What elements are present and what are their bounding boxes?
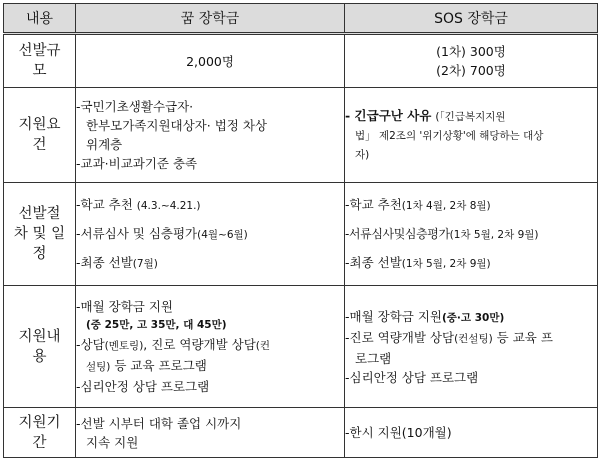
row-requirements: [4, 88, 598, 183]
row-selection-scale: [4, 34, 598, 88]
sos-selection-scale: (1차) 300명 (2차) 700명: [345, 34, 598, 88]
row-support-period: [4, 408, 598, 458]
row-support-content: [4, 286, 598, 408]
header-dream-scholarship: 꿈 장학금: [76, 4, 345, 34]
label-selection-procedure: 선발절 차 및 일 정: [4, 183, 76, 286]
sos-support-period: -한시 지원(10개월): [345, 408, 598, 458]
sos-requirements: - 긴급구난 사유 (「긴급복지지원 법」 제2조의 '위기상황'에 해당하는 대상 자): [345, 88, 598, 183]
dream-requirements: -국민기초생활수급자· 한부모가족지원대상자· 법정 차상 위계층 -교과·비교과기준 충족: [76, 88, 345, 183]
sos-selection-procedure: -학교 추천(1차 4월, 2차 8월) -서류심사및심층평가(1차 5월, 2차 9월) -최종 선발(1차 5월, 2차 9월): [345, 183, 598, 286]
scholarship-comparison-table: [3, 3, 598, 458]
label-support-content: 지원내 용: [4, 286, 76, 408]
label-requirements: 지원요 건: [4, 88, 76, 183]
dream-support-content: -매월 장학금 지원 (중 25만, 고 35만, 대 45만) -상담(멘토링), 진로 역량개발 상담(컨 설팅) 등 교육 프로그램 -심리안정 상담 프로그램: [76, 286, 345, 408]
label-selection-scale: 선발규 모: [4, 34, 76, 88]
dream-selection-scale: 2,000명: [76, 34, 345, 88]
row-selection-procedure: [4, 183, 598, 286]
dream-selection-procedure: -학교 추천 (4.3.~4.21.) -서류심사 및 심층평가(4월~6월) -최종 선발(7월): [76, 183, 345, 286]
table-header-row: [4, 4, 598, 34]
dream-support-period: -선발 시부터 대학 졸업 시까지 지속 지원: [76, 408, 345, 458]
sos-support-content: -매월 장학금 지원(중·고 30만) -진로 역량개발 상담(컨설팅) 등 교육 프 로그램 -심리안정 상담 프로그램: [345, 286, 598, 408]
header-sos-scholarship: SOS 장학금: [345, 4, 598, 34]
label-support-period: 지원기 간: [4, 408, 76, 458]
header-content: 내용: [4, 4, 76, 34]
